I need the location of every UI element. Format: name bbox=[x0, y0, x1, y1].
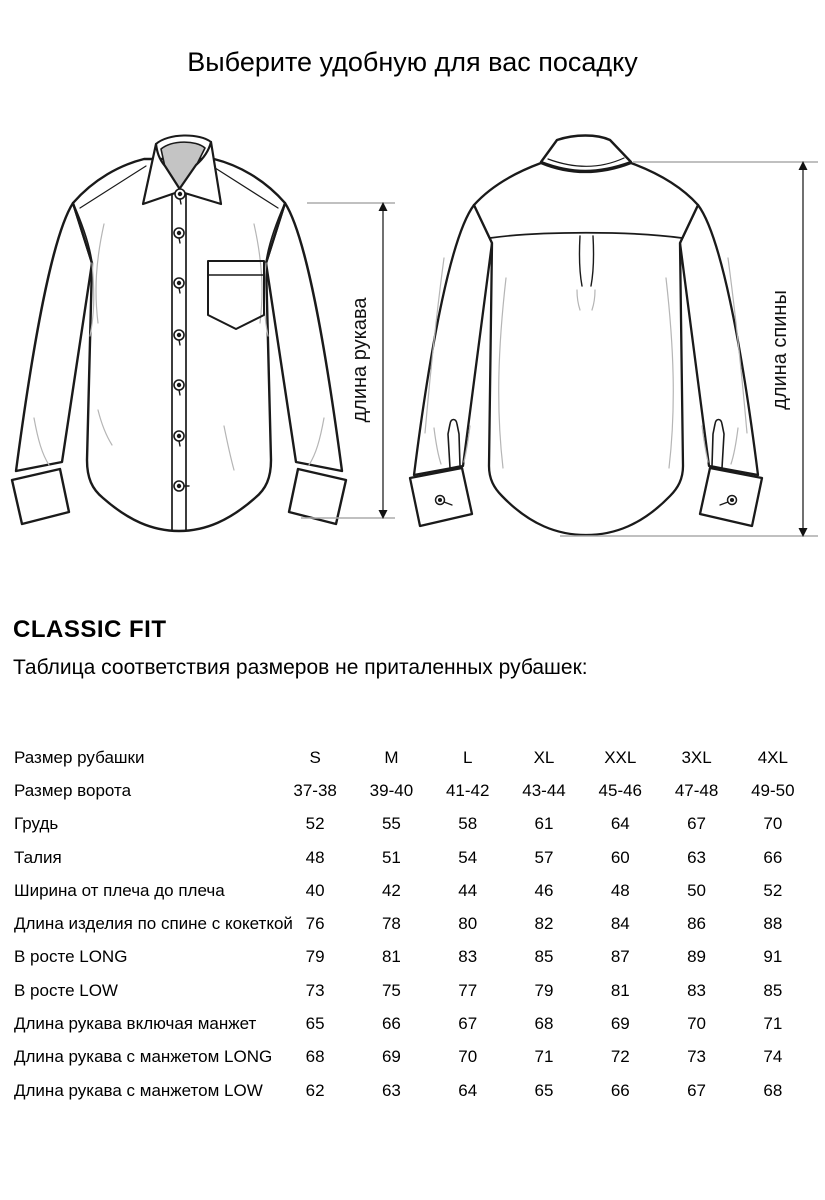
cell: 45-46 bbox=[598, 780, 643, 800]
cell: 66 bbox=[381, 1014, 401, 1034]
cell: 65 bbox=[534, 1080, 554, 1100]
cell: 83 bbox=[458, 947, 478, 967]
cell: 91 bbox=[763, 947, 783, 967]
table-row-back-length-yoke bbox=[14, 907, 811, 940]
cell: 68 bbox=[534, 1014, 554, 1034]
cell: 88 bbox=[763, 914, 783, 934]
front-left-cuff bbox=[12, 469, 69, 524]
cell: 44 bbox=[458, 880, 478, 900]
row-label: Грудь bbox=[14, 814, 59, 834]
cell: 54 bbox=[458, 847, 478, 867]
cell: 75 bbox=[381, 980, 401, 1000]
table-row-collar bbox=[14, 774, 811, 807]
cell: 82 bbox=[534, 914, 554, 934]
section-subtitle: Таблица соответствия размеров не приталенных рубашек: bbox=[13, 656, 588, 679]
cell: 87 bbox=[610, 947, 630, 967]
row-label: Длина рукава с манжетом LOW bbox=[14, 1080, 263, 1100]
cell: 86 bbox=[687, 914, 707, 934]
cell: 70 bbox=[687, 1014, 707, 1034]
table-row-sleeve-cuff-low bbox=[14, 1074, 811, 1107]
cell: 52 bbox=[763, 880, 783, 900]
back-torso bbox=[474, 163, 698, 535]
cell: 74 bbox=[763, 1047, 783, 1067]
table-row-sleeve-cuff-long bbox=[14, 1041, 811, 1074]
table-row-waist bbox=[14, 841, 811, 874]
cell: 47-48 bbox=[674, 780, 719, 800]
cell: 60 bbox=[610, 847, 630, 867]
cell: 66 bbox=[610, 1080, 630, 1100]
cell: 3XL bbox=[681, 747, 712, 767]
table-row-chest bbox=[14, 808, 811, 841]
cell: 62 bbox=[305, 1080, 325, 1100]
cell: 85 bbox=[534, 947, 554, 967]
cell: 42 bbox=[381, 880, 401, 900]
row-label: Длина изделия по спине с кокеткой bbox=[14, 914, 293, 934]
cell: 51 bbox=[381, 847, 401, 867]
cell: 76 bbox=[305, 914, 325, 934]
cell: 63 bbox=[687, 847, 707, 867]
back-right-sleeve-placket bbox=[712, 420, 724, 469]
row-label: Талия bbox=[14, 847, 62, 867]
back-collar-band bbox=[541, 136, 631, 172]
cell: 69 bbox=[381, 1047, 401, 1067]
cell: 80 bbox=[458, 914, 478, 934]
cell: 55 bbox=[381, 814, 401, 834]
cell: 40 bbox=[305, 880, 325, 900]
size-table bbox=[14, 741, 811, 1107]
cell: 37-38 bbox=[293, 780, 337, 800]
cell: 48 bbox=[610, 880, 630, 900]
cell: 73 bbox=[305, 980, 325, 1000]
cell: 81 bbox=[381, 947, 401, 967]
cell: XXL bbox=[604, 747, 637, 767]
cell: 77 bbox=[458, 980, 478, 1000]
sleeve-length-label: длина рукава bbox=[349, 297, 371, 423]
front-right-cuff bbox=[289, 469, 346, 524]
row-label: Длина рукава с манжетом LONG bbox=[14, 1047, 273, 1067]
cell: 71 bbox=[763, 1014, 783, 1034]
cell: 49-50 bbox=[751, 780, 795, 800]
cell: 67 bbox=[687, 1080, 707, 1100]
row-label: Ширина от плеча до плеча bbox=[14, 880, 225, 900]
cell: XL bbox=[533, 747, 555, 767]
cell: 43-44 bbox=[522, 780, 566, 800]
cell: 52 bbox=[305, 814, 325, 834]
front-left-sleeve bbox=[16, 203, 92, 471]
shirt-diagrams bbox=[0, 128, 825, 608]
cell: 83 bbox=[687, 980, 707, 1000]
cell: 67 bbox=[687, 814, 707, 834]
cell: 64 bbox=[458, 1080, 478, 1100]
cell: 78 bbox=[381, 914, 401, 934]
cell: 67 bbox=[458, 1014, 478, 1034]
row-label: Размер рубашки bbox=[14, 747, 145, 767]
table-row-shoulder-width bbox=[14, 874, 811, 907]
row-label: В росте LONG bbox=[14, 947, 128, 967]
cell: 73 bbox=[687, 1047, 707, 1067]
cell: L bbox=[462, 747, 473, 767]
cell: 41-42 bbox=[445, 780, 490, 800]
table-row-height-low bbox=[14, 974, 811, 1007]
cell: 70 bbox=[458, 1047, 478, 1067]
cell: 66 bbox=[763, 847, 783, 867]
front-right-sleeve bbox=[266, 203, 342, 471]
cell: S bbox=[309, 747, 321, 767]
cell: 84 bbox=[610, 914, 630, 934]
row-label: Размер ворота bbox=[14, 780, 132, 800]
page-title: Выберите удобную для вас посадку bbox=[187, 47, 638, 77]
cell: 46 bbox=[534, 880, 554, 900]
table-row-sizes bbox=[14, 741, 811, 774]
back-length-label: длина спины bbox=[769, 290, 791, 410]
row-label: В росте LOW bbox=[14, 980, 118, 1000]
section-heading: CLASSIC FIT bbox=[13, 616, 167, 643]
back-shirt-drawing bbox=[410, 136, 762, 536]
cell: 58 bbox=[458, 814, 478, 834]
cell: M bbox=[384, 747, 399, 767]
cell: 68 bbox=[763, 1080, 783, 1100]
cell: 64 bbox=[610, 814, 630, 834]
cell: 68 bbox=[305, 1047, 325, 1067]
table-row-height-long bbox=[14, 941, 811, 974]
front-shirt-drawing bbox=[12, 135, 346, 531]
cell: 50 bbox=[687, 880, 707, 900]
cell: 69 bbox=[610, 1014, 630, 1034]
cell: 39-40 bbox=[369, 780, 414, 800]
back-left-sleeve-placket bbox=[448, 420, 460, 469]
cell: 61 bbox=[534, 814, 554, 834]
cell: 71 bbox=[534, 1047, 554, 1067]
row-label: Длина рукава включая манжет bbox=[14, 1014, 257, 1034]
cell: 79 bbox=[534, 980, 554, 1000]
cell: 65 bbox=[305, 1014, 325, 1034]
cell: 89 bbox=[687, 947, 707, 967]
cell: 57 bbox=[534, 847, 554, 867]
cell: 70 bbox=[763, 814, 783, 834]
table-row-sleeve-with-cuff bbox=[14, 1007, 811, 1040]
cell: 63 bbox=[381, 1080, 401, 1100]
cell: 85 bbox=[763, 980, 783, 1000]
cell: 4XL bbox=[757, 747, 788, 767]
cell: 48 bbox=[305, 847, 325, 867]
front-torso bbox=[73, 159, 285, 531]
cell: 72 bbox=[610, 1047, 630, 1067]
cell: 81 bbox=[610, 980, 630, 1000]
cell: 79 bbox=[305, 947, 325, 967]
